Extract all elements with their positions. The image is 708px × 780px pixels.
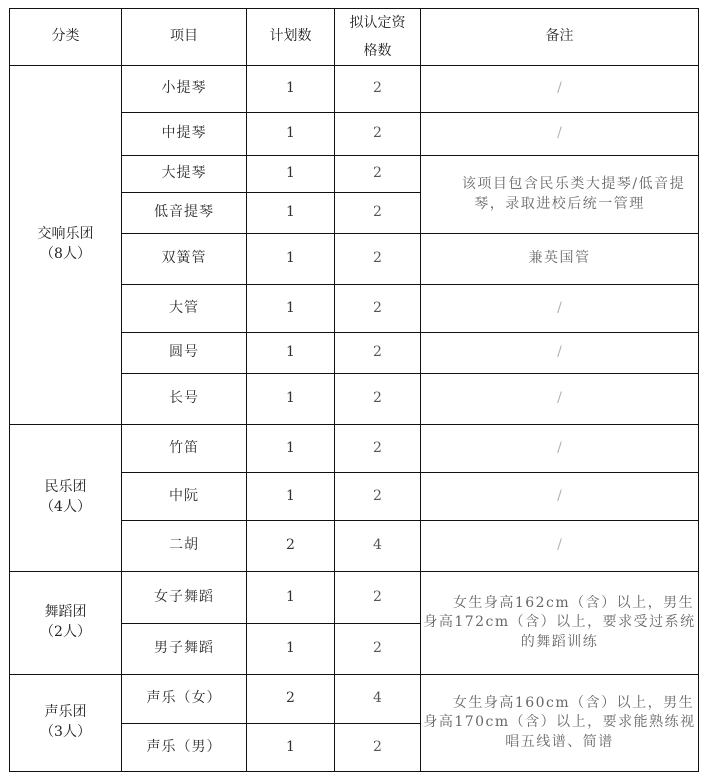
header-qualified-line1: 拟认定资 (349, 15, 406, 31)
item-name: 男子舞蹈 (122, 624, 247, 675)
planned-count: 1 (247, 66, 335, 113)
category-count: （2人） (40, 624, 91, 640)
item-name: 女子舞蹈 (122, 572, 247, 624)
item-name: 大提琴 (122, 156, 247, 193)
table-row (10, 675, 699, 724)
planned-count: 1 (247, 572, 335, 624)
header-item: 项目 (122, 9, 247, 66)
planned-count: 1 (247, 624, 335, 675)
header-qualified (335, 9, 421, 66)
enrollment-table (9, 8, 699, 772)
category-cell (10, 66, 122, 425)
qualified-count: 2 (335, 425, 421, 473)
category-name: 声乐团 (44, 704, 87, 721)
planned-count: 1 (247, 285, 335, 333)
remark-cell: / (421, 333, 699, 374)
planned-count: 1 (247, 473, 335, 521)
table-row (10, 572, 699, 624)
remark-cell: / (421, 473, 699, 521)
planned-count: 1 (247, 193, 335, 234)
planned-count: 1 (247, 374, 335, 425)
remark-cell (421, 675, 699, 772)
item-name: 双簧管 (122, 234, 247, 285)
remark-cell: / (421, 521, 699, 572)
remark-cell: / (421, 66, 699, 113)
header-row (10, 9, 699, 66)
item-name: 低音提琴 (122, 193, 247, 234)
table-row (10, 425, 699, 473)
qualified-count: 2 (335, 66, 421, 113)
qualified-count: 4 (335, 675, 421, 724)
planned-count: 1 (247, 113, 335, 156)
planned-count: 1 (247, 156, 335, 193)
remark-text: 女生身高162cm（含）以上，男生身高172cm（含）以上，要求受过系统的舞蹈训练 (423, 594, 696, 650)
qualified-count: 2 (335, 473, 421, 521)
remark-cell (421, 156, 699, 234)
qualified-count: 2 (335, 193, 421, 234)
table-row (10, 66, 699, 113)
category-count: （3人） (40, 724, 91, 740)
category-count: （4人） (40, 499, 91, 515)
qualified-count: 2 (335, 374, 421, 425)
item-name: 中阮 (122, 473, 247, 521)
qualified-count: 4 (335, 521, 421, 572)
header-category: 分类 (10, 9, 122, 66)
planned-count: 2 (247, 675, 335, 724)
item-name: 大管 (122, 285, 247, 333)
planned-count: 1 (247, 333, 335, 374)
qualified-count: 2 (335, 156, 421, 193)
remark-cell (421, 572, 699, 675)
item-name: 声乐（女） (122, 675, 247, 724)
category-cell (10, 572, 122, 675)
category-name: 交响乐团 (37, 226, 94, 243)
planned-count: 1 (247, 234, 335, 285)
header-qualified-line2: 格数 (363, 43, 392, 59)
qualified-count: 2 (335, 234, 421, 285)
planned-count: 1 (247, 724, 335, 772)
item-name: 中提琴 (122, 113, 247, 156)
planned-count: 2 (247, 521, 335, 572)
category-cell (10, 425, 122, 572)
remark-text: 女生身高160cm（含）以上，男生身高170cm（含）以上，要求能熟练视唱五线谱、简谱 (423, 694, 696, 750)
qualified-count: 2 (335, 724, 421, 772)
category-count: （8人） (40, 246, 91, 262)
qualified-count: 2 (335, 572, 421, 624)
qualified-count: 2 (335, 333, 421, 374)
category-name: 民乐团 (44, 479, 87, 496)
remark-cell: / (421, 113, 699, 156)
header-remarks: 备注 (421, 9, 699, 66)
item-name: 声乐（男） (122, 724, 247, 772)
remark-cell: 兼英国管 (421, 234, 699, 285)
remark-cell: / (421, 425, 699, 473)
remark-text: 该项目包含民乐类大提琴/低音提琴，录取进校后统一管理 (461, 175, 686, 212)
planned-count: 1 (247, 425, 335, 473)
category-name: 舞蹈团 (44, 604, 87, 621)
item-name: 长号 (122, 374, 247, 425)
qualified-count: 2 (335, 624, 421, 675)
header-planned: 计划数 (247, 9, 335, 66)
item-name: 竹笛 (122, 425, 247, 473)
remark-cell: / (421, 285, 699, 333)
qualified-count: 2 (335, 285, 421, 333)
item-name: 二胡 (122, 521, 247, 572)
item-name: 圆号 (122, 333, 247, 374)
remark-cell: / (421, 374, 699, 425)
qualified-count: 2 (335, 113, 421, 156)
item-name: 小提琴 (122, 66, 247, 113)
category-cell (10, 675, 122, 772)
